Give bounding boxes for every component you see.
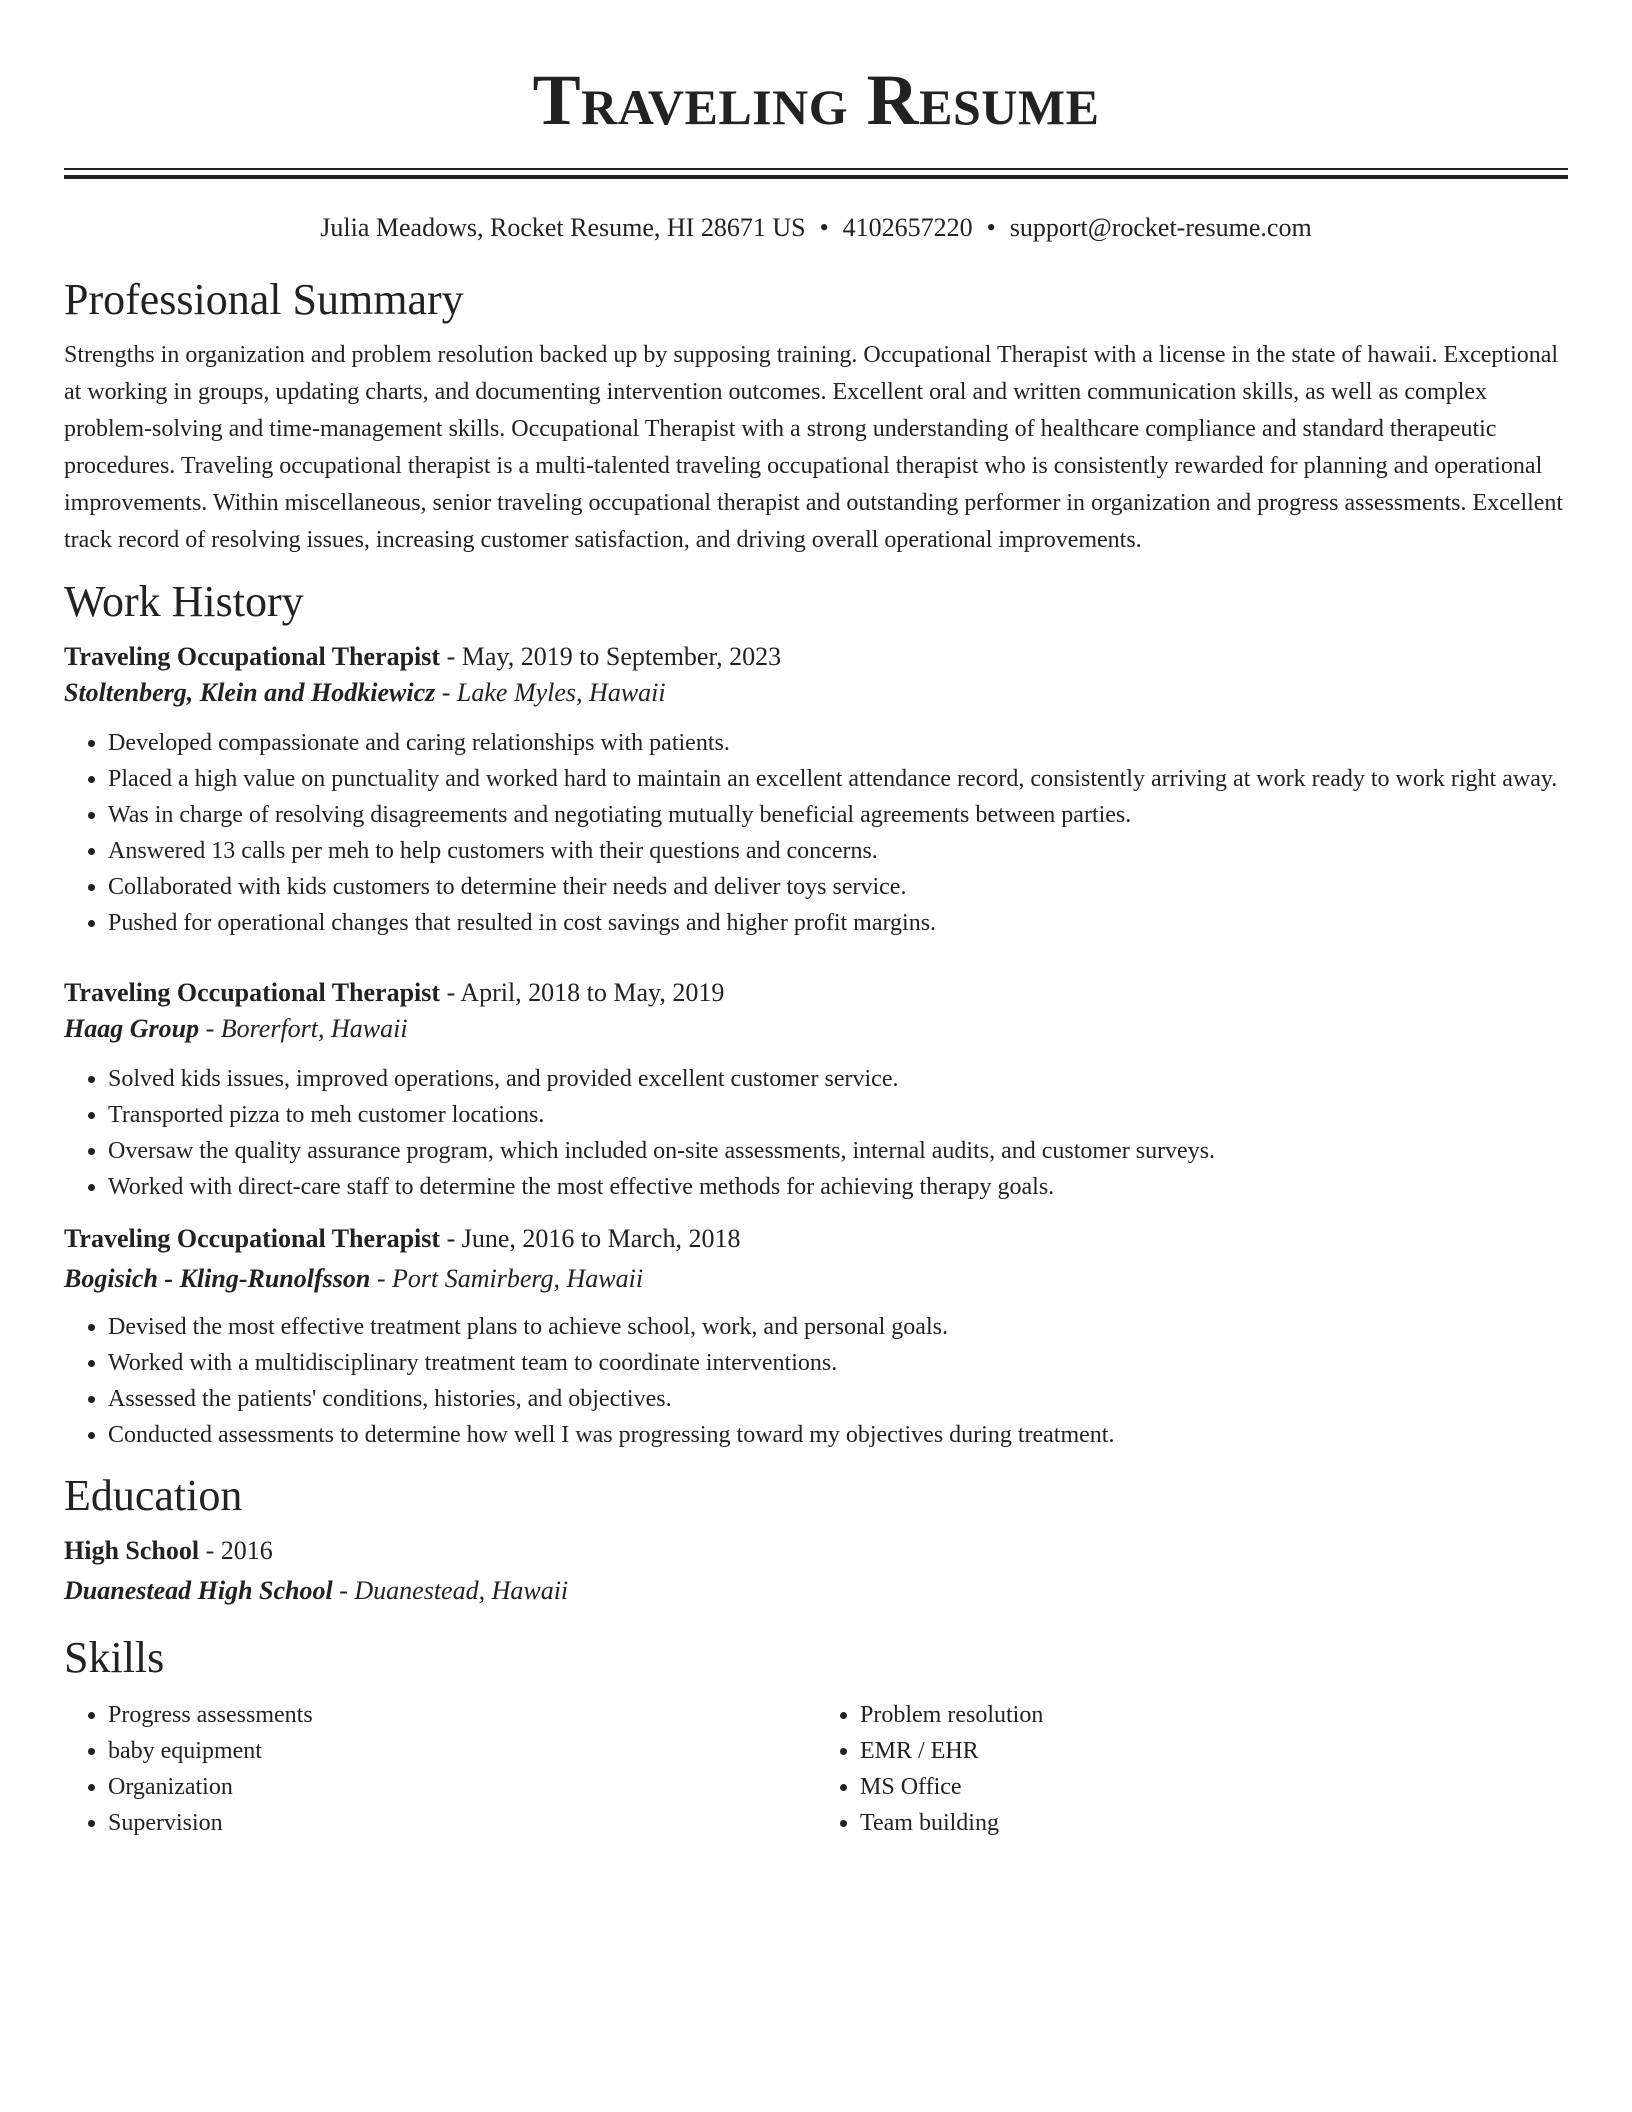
list-item: • Devised the most effective treatment plans to achieve school, work, and personal goals. [108,1309,1568,1345]
list-item: • Solved kids issues, improved operations, and provided excellent customer service. [108,1061,1568,1097]
skill-item: • Supervision [108,1805,816,1841]
skill-item: • Problem resolution [860,1697,1568,1733]
skill-item: • Progress assessments [108,1697,816,1733]
contact-email: support@rocket-resume.com [1009,213,1312,242]
dash: - [370,1264,392,1293]
job-location: Lake Myles, Hawaii [456,678,666,707]
education-school-line [64,1573,1568,1609]
job-bullets [64,1061,1568,1205]
section-heading-education: Education [64,1471,243,1520]
job-entry [64,639,1568,941]
list-item: • Developed compassionate and caring relationships with patients. [108,725,1568,761]
job-company: Bogisich - Kling-Runolfsson [64,1264,371,1293]
job-company-line [64,1011,1568,1047]
skill-item: • EMR / EHR [860,1733,1568,1769]
dash: - [199,1536,221,1565]
dash: - [435,678,457,707]
skill-item: • MS Office [860,1769,1568,1805]
job-company-line [64,1261,1568,1297]
education-location: Duanestead, Hawaii [354,1576,569,1605]
job-bullets [64,1309,1568,1453]
job-location: Port Samirberg, Hawaii [391,1264,644,1293]
resume-title: Traveling Resume [532,60,1100,140]
list-item: • Pushed for operational changes that resulted in cost savings and higher profit margins. [108,905,1568,941]
list-item: • Conducted assessments to determine how well I was progressing toward my objectives during treatment. [108,1417,1568,1453]
education-entry [64,1533,1568,1609]
skills-columns [64,1697,1568,1841]
list-item: • Was in charge of resolving disagreements and negotiating mutually beneficial agreements between parties. [108,797,1568,833]
skills-list-left [64,1697,816,1841]
job-location: Borerfort, Hawaii [220,1014,408,1043]
dash: - [332,1576,355,1605]
job-title: Traveling Occupational Therapist [64,642,441,671]
list-item: • Oversaw the quality assurance program, which included on-site assessments, internal audits, and customer surveys. [108,1133,1568,1169]
contact-phone: 4102657220 [842,213,973,242]
contact-separator: • [986,213,996,242]
dash: - [440,642,462,671]
job-header [64,1221,1568,1257]
dash: - [440,1224,462,1253]
job-company: Stoltenberg, Klein and Hodkiewicz [64,678,436,707]
title-double-rule [64,168,1568,179]
education-school: Duanestead High School [64,1576,333,1605]
skill-item: • Organization [108,1769,816,1805]
job-title: Traveling Occupational Therapist [64,1224,441,1253]
summary-text: Strengths in organization and problem resolution backed up by supposing training. Occupational Therapist with a license in the state of hawaii. Exceptional at working in groups, updating charts, and documenting intervention outcomes. Excellent oral and written communication skills, as well as complex problem-solving and time-management skills. Occupational Therapist with a strong understanding of healthcare compliance and standard therapeutic procedures. Traveling occupational therapist is a multi-talented traveling occupational therapist who is consistently rewarded for planning and operational improvements. Within miscellaneous, senior traveling occupational therapist and outstanding performer in organization and progress assessments. Excellent track record of resolving issues, increasing customer satisfaction, and driving overall operational improvements. [64,342,1564,553]
list-item: • Assessed the patients' conditions, histories, and objectives. [108,1381,1568,1417]
list-item: • Placed a high value on punctuality and worked hard to maintain an excellent attendance record, consistently arriving at work ready to work right away. [108,761,1568,797]
education-degree: High School [64,1536,200,1565]
job-company: Haag Group [64,1014,200,1043]
job-entry [64,975,1568,1205]
contact-separator: • [819,213,829,242]
contact-line [64,211,1568,245]
job-company-line [64,675,1568,711]
skills-list-right [816,1697,1568,1841]
job-dates: May, 2019 to September, 2023 [461,642,782,671]
section-heading-summary: Professional Summary [64,275,464,324]
job-header [64,639,1568,675]
list-item: • Worked with a multidisciplinary treatment team to coordinate interventions. [108,1345,1568,1381]
job-bullets [64,725,1568,941]
contact-address: Julia Meadows, Rocket Resume, HI 28671 US [320,213,806,242]
job-header [64,975,1568,1011]
job-title: Traveling Occupational Therapist [64,978,441,1007]
section-heading-skills: Skills [64,1633,165,1682]
job-dates: April, 2018 to May, 2019 [460,978,725,1007]
list-item: • Transported pizza to meh customer locations. [108,1097,1568,1133]
resume-page [64,0,1568,1841]
education-year: 2016 [220,1536,273,1565]
list-item: • Answered 13 calls per meh to help customers with their questions and concerns. [108,833,1568,869]
dash: - [199,1014,221,1043]
dash: - [440,978,461,1007]
job-dates: June, 2016 to March, 2018 [461,1224,741,1253]
skill-item: • baby equipment [108,1733,816,1769]
section-heading-work-history: Work History [64,577,304,626]
list-item: • Collaborated with kids customers to determine their needs and deliver toys service. [108,869,1568,905]
education-header [64,1533,1568,1569]
skill-item: • Team building [860,1805,1568,1841]
list-item: • Worked with direct-care staff to determine the most effective methods for achieving therapy goals. [108,1169,1568,1205]
job-entry [64,1221,1568,1453]
